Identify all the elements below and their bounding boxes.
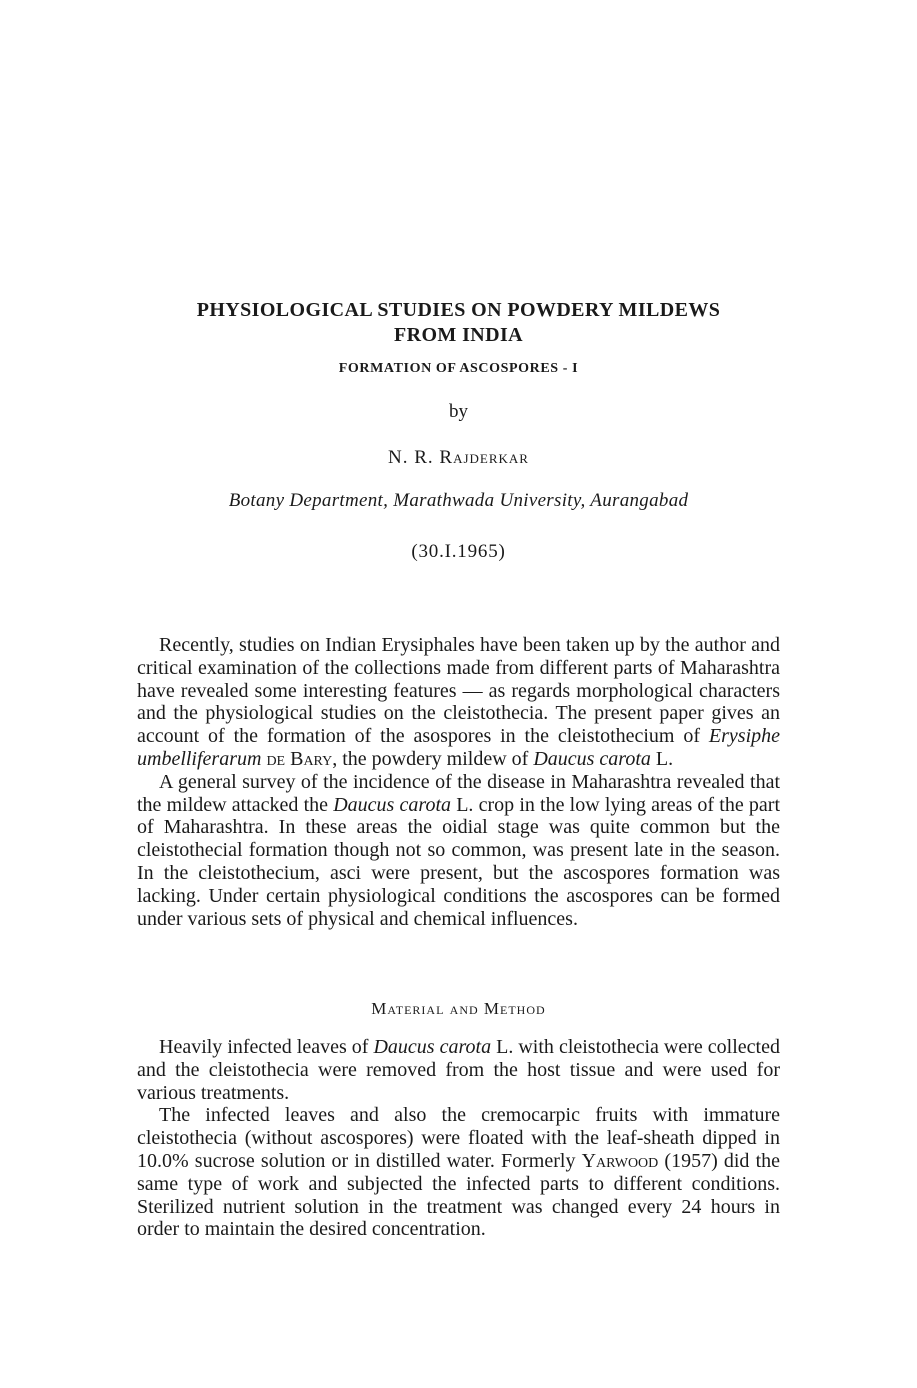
received-date: (30.I.1965) [411, 541, 506, 562]
host-species-name: Daucus carota [373, 1036, 492, 1058]
text-run: L. [650, 747, 674, 770]
byline-word: by [449, 401, 468, 422]
text-run: L. with cleistothecia were collected and the cleistothecia were removed from the host tissue and were used for various treatments. [137, 1036, 780, 1104]
authority-prefix: de [266, 747, 286, 770]
intro-paragraph-2 [137, 771, 780, 931]
host-species-name: Daucus carota [333, 793, 451, 816]
species-name: Erysiphe umbelliferarum [137, 725, 780, 770]
paper-title-line-2: FROM INDIA [394, 324, 523, 346]
paper-title [120, 298, 797, 348]
host-species-name: Daucus carota [533, 747, 651, 770]
reference-author: Yarwood [581, 1149, 659, 1172]
text-run: The infected leaves and also the cremocarpic fruits with immature cleistothecia (without ascospores) were floated with the leaf-sheath dipped in 10.0% sucrose solution or in distilled water. Formerly [137, 1104, 780, 1172]
text-run: Heavily infected leaves of [159, 1036, 374, 1058]
text-run: A general survey of the incidence of the disease in Maharashtra revealed that the mildew attacked the [137, 770, 780, 816]
method-paragraph-1 [137, 1036, 780, 1104]
paper-title-line-1: PHYSIOLOGICAL STUDIES ON POWDERY MILDEWS [196, 299, 721, 321]
material-method-section [137, 1036, 780, 1241]
authority-name: Bary [290, 747, 333, 770]
introduction-section [137, 634, 780, 930]
method-paragraph-2 [137, 1104, 780, 1241]
text-run: L. crop in the low lying areas of the part of Maharashtra. In these areas the oidial stage was quite common but the cleistothecial formation though not so common, was present late in the season. In the cleistothecium, asci were present, but the ascospores formation was lacking. Under certain physiological conditions the ascospores can be formed under various sets of physical and chemical influences. [137, 793, 780, 930]
intro-paragraph-1 [137, 634, 780, 771]
section-heading-material-method: Material and Method [371, 999, 546, 1018]
text-run: (1957) did the same type of work and subjected the infected parts to different conditions. Sterilized nutrient solution in the treatment was changed every 24 hours in order to maintain the desired concentration. [137, 1149, 781, 1241]
author-name: N. R. Rajderkar [388, 447, 529, 468]
text-run: , the powdery mildew of [332, 747, 534, 770]
author-affiliation: Botany Department, Marathwada University, Aurangabad [228, 490, 689, 511]
text-run: Recently, studies on Indian Erysiphales have been taken up by the author and critical examination of the collections made from different parts of Maharashtra have revealed some interesting features — as regards morphological characters and the physiological studies on the cleistothecia. The present paper gives an account of the formation of the asospores in the cleistothecium of [137, 634, 780, 748]
paper-subtitle: FORMATION OF ASCOSPORES - I [338, 361, 579, 376]
